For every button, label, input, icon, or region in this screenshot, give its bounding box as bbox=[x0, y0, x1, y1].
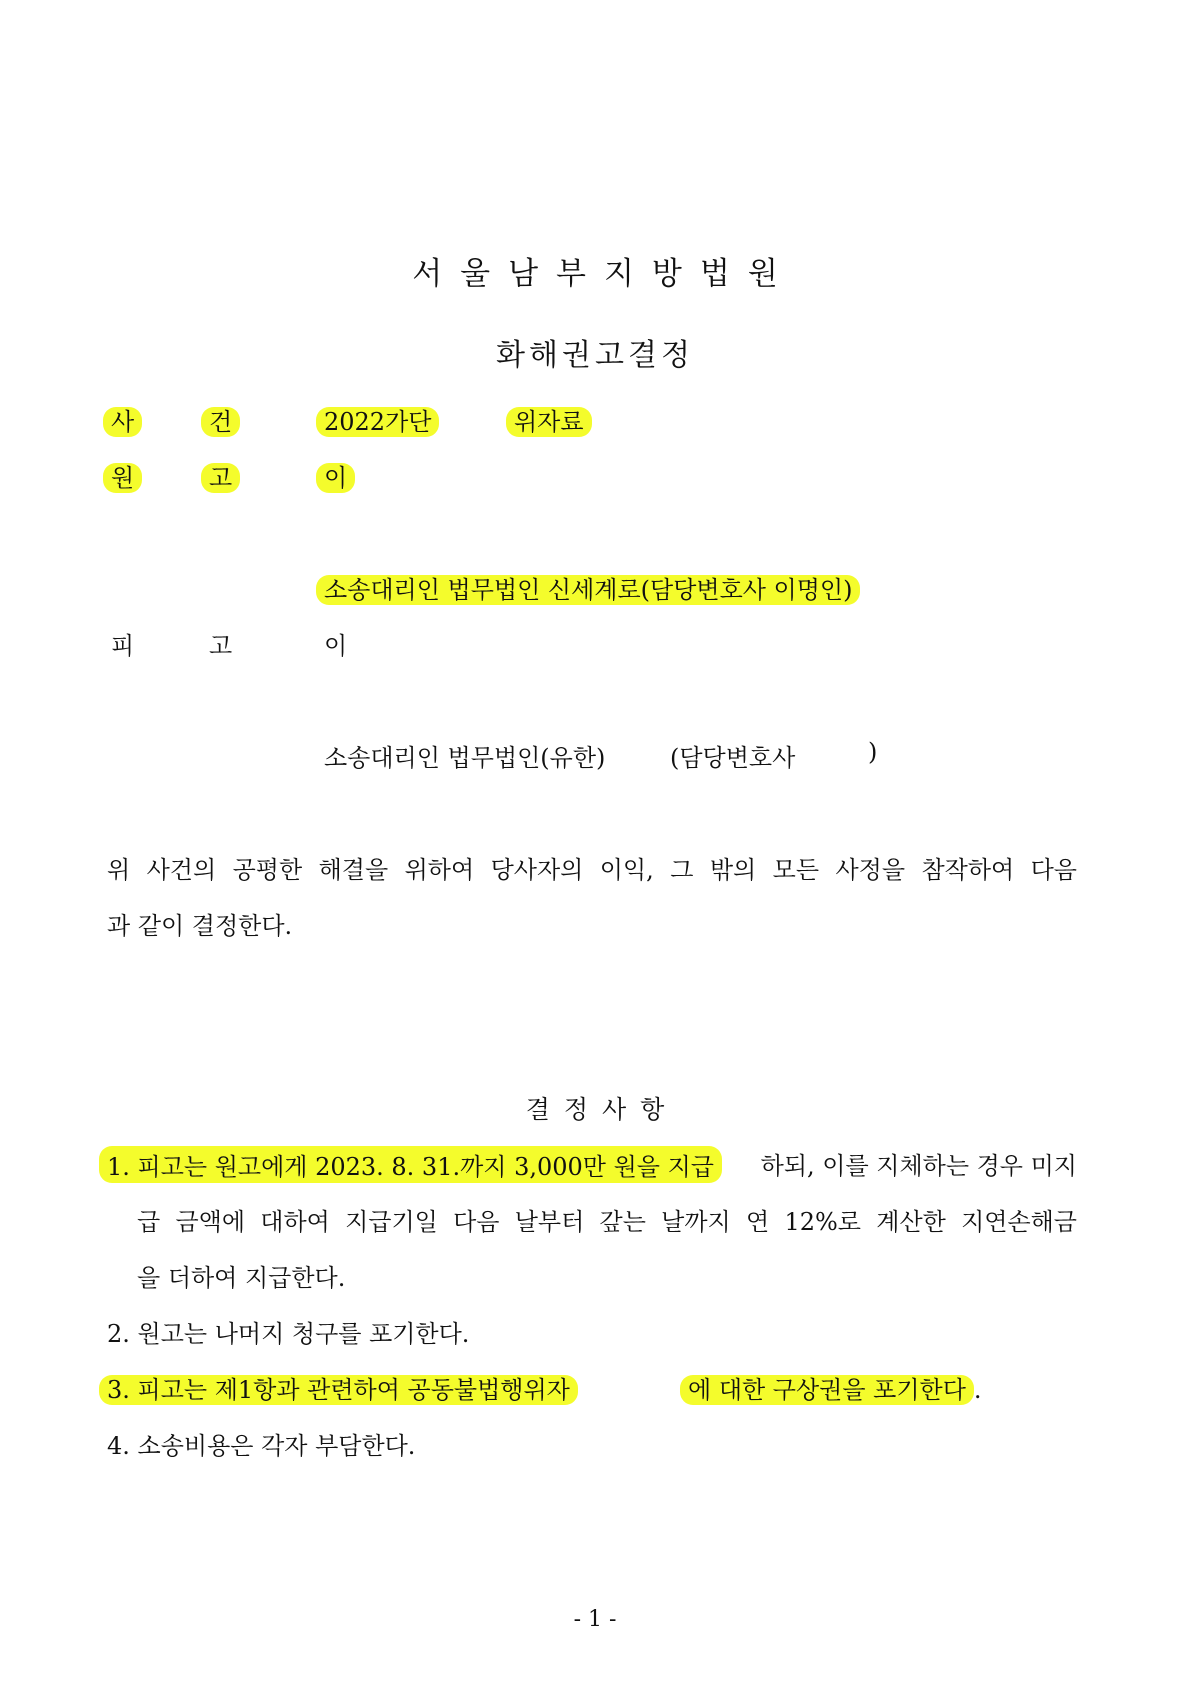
page-number: - 1 - bbox=[573, 1607, 617, 1632]
preamble-line-1: 위 사건의 공평한 해결을 위하여 당사자의 이익, 그 밖의 모든 사정을 참작하여 다음 bbox=[107, 856, 1077, 884]
item-2: 2. 원고는 나머지 청구를 포기한다. bbox=[107, 1320, 470, 1348]
item-1-highlight: 1. 피고는 원고에게 2023. 8. 31.까지 3,000만 원을 지급 bbox=[99, 1146, 722, 1183]
item-1-rest: 하되, 이를 지체하는 경우 미지 bbox=[760, 1152, 1077, 1180]
item-3-part-1: 3. 피고는 제1항과 관련하여 공동불법행위자 bbox=[107, 1370, 578, 1405]
item-4: 4. 소송비용은 각자 부담한다. bbox=[107, 1432, 416, 1460]
item-3-part-2: 에 대한 구상권을 포기한다 . bbox=[688, 1370, 982, 1405]
plaintiff-counsel: 소송대리인 법무법인 신세계로(담당변호사 이명인) bbox=[324, 570, 860, 605]
item-1-line-2: 급 금액에 대하여 지급기일 다음 날부터 갚는 날까지 연 12%로 계산한 지연손해금 bbox=[137, 1208, 1077, 1236]
document-title: 화해권고결정 bbox=[496, 338, 694, 373]
defendant-label-2: 고 bbox=[209, 632, 233, 660]
plaintiff-label-1: 원 bbox=[111, 458, 142, 493]
case-number: 2022가단 bbox=[324, 402, 439, 437]
section-title: 결정사항 bbox=[525, 1095, 679, 1124]
court-name: 서울남부지방법원 bbox=[412, 256, 796, 292]
preamble-line-2: 과 같이 결정한다. bbox=[107, 912, 293, 940]
item-1-line-1 bbox=[107, 1146, 1077, 1183]
case-label-2: 건 bbox=[209, 402, 240, 437]
defendant-label-1: 피 bbox=[111, 632, 135, 660]
defendant-counsel-close: ) bbox=[868, 738, 878, 766]
case-name: 위자료 bbox=[514, 402, 592, 437]
plaintiff-name: 이 bbox=[324, 458, 355, 493]
defendant-counsel-firm: 소송대리인 법무법인(유한) bbox=[324, 744, 606, 772]
defendant-name: 이 bbox=[324, 632, 348, 660]
case-label-1: 사 bbox=[111, 402, 142, 437]
item-1-line-3: 을 더하여 지급한다. bbox=[137, 1264, 346, 1292]
defendant-counsel-lawyer: (담당변호사 bbox=[670, 744, 796, 772]
plaintiff-label-2: 고 bbox=[209, 458, 240, 493]
